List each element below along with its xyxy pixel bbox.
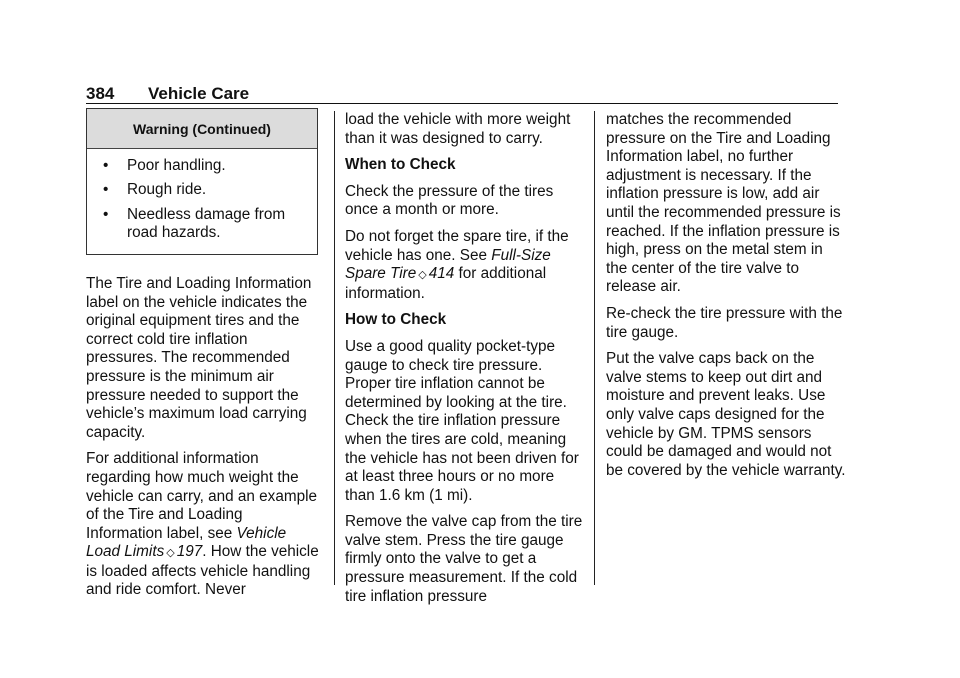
warning-title: Warning (Continued) [87,109,317,149]
xref-page-number[interactable]: 197 [176,543,203,561]
paragraph: load the vehicle with more weight than it was designed to carry. [345,111,571,147]
bullet-icon: • [103,181,109,199]
heading-when-to-check: When to Check [345,156,456,174]
column-divider-1 [334,111,335,585]
xref-link-vehicle-load-limits[interactable]: Vehicle Load Limits [86,524,287,561]
warning-box [86,108,318,255]
column-3 [606,111,846,488]
page-number: 384 [86,84,115,103]
warning-item: • Rough ride. [103,181,207,199]
page-header [86,84,249,104]
paragraph: Do not forget the spare tire, if the vehicle has one. See Full-Size Spare Tire ◇ 414 for additional information. [345,227,569,302]
paragraph: Remove the valve cap from the tire valve stem. Press the tire gauge firmly onto the valve to get a pressure measurement. If the cold tire inflation pressure [345,513,583,605]
xref-page-number[interactable]: 414 [428,265,455,283]
paragraph: matches the recommended pressure on the Tire and Loading Information label, no further adjustment is necessary. If the inflation pressure is low, add air until the recommended pressure is reached. If the inflation pressure is high, press on the metal stem in the center of the tire valve to release air. [606,111,841,296]
xref-arrow-icon: ◇ [166,547,175,560]
paragraph: Use a good quality pocket-type gauge to check tire pressure. Proper tire inflation cannot be determined by looking at the tire. Check the tire inflation pressure when the tires are cold, meaning the vehicle has not been driven for at least three hours or no more than 1.6 km (1 mi). [345,337,579,504]
heading-how-to-check: How to Check [345,311,447,329]
paragraph: The Tire and Loading Information label on the vehicle indicates the original equipment tires and the correct cold tire inflation pressures. The recommended pressure is the minimum air pressure needed to support the vehicle’s maximum load carrying capacity. [86,274,312,441]
paragraph: Re-check the tire pressure with the tire gauge. [606,304,843,341]
warning-item: • Poor handling. [103,156,226,174]
column-divider-2 [594,111,595,585]
warning-item: • Needless damage from road hazards. [103,205,286,242]
paragraph: Check the pressure of the tires once a month or more. [345,182,554,219]
section-title: Vehicle Care [148,84,250,103]
xref-link-full-size-spare-tire[interactable]: Full-Size Spare Tire [345,246,551,283]
bullet-icon: • [103,205,109,223]
column-1 [86,108,320,608]
warning-list [87,149,317,254]
paragraph: Put the valve caps back on the valve stems to keep out dirt and moisture and prevent leaks. Use only valve caps designed for the vehicle by GM. TPMS sensors could be damaged and would not be covered by the vehicle warranty. [606,350,846,479]
xref-arrow-icon: ◇ [418,269,427,282]
header-rule [86,103,838,104]
column-2 [345,111,585,614]
bullet-icon: • [103,156,109,174]
paragraph: For additional information regarding how much weight the vehicle can carry, and an example of the Tire and Loading Information label, see Vehicle Load Limits ◇ 197. How the vehicle is loaded affects vehicle handling and ride comfort. Never [86,450,319,599]
